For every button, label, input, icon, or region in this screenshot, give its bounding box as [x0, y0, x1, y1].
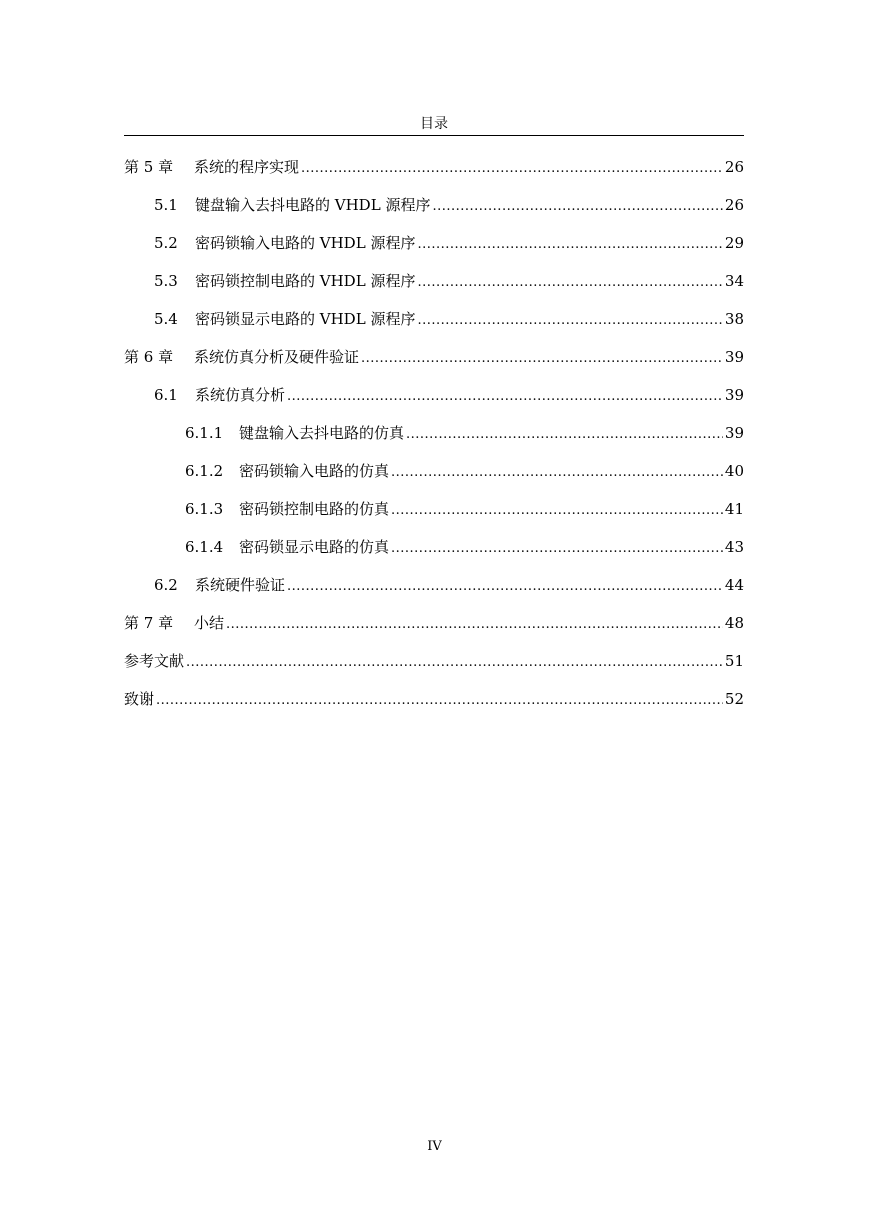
toc-entry-5-3[interactable] — [124, 262, 744, 300]
toc-entry-number: 5.4 — [154, 310, 178, 328]
toc-entry-page: 38 — [724, 310, 744, 328]
toc-entry-number: 6.1.3 — [185, 500, 224, 518]
dot-leader — [391, 461, 723, 481]
dot-leader — [301, 157, 723, 177]
toc-entry-number: 5.2 — [154, 234, 178, 252]
toc-entry-6-1-1[interactable] — [124, 414, 744, 452]
dot-leader — [391, 499, 723, 519]
dot-leader — [417, 309, 722, 329]
dot-leader — [391, 537, 723, 557]
toc-entry-title: 密码锁控制电路的 VHDL 源程序 — [195, 272, 416, 290]
toc-entry-5-1[interactable] — [124, 186, 744, 224]
dot-leader — [287, 575, 723, 595]
dot-leader — [226, 613, 723, 633]
toc-entry-5-4[interactable] — [124, 300, 744, 338]
toc-entry-title: 密码锁显示电路的仿真 — [239, 538, 390, 556]
toc-entry-number: 5.1 — [154, 196, 178, 214]
toc-entry-title: 系统仿真分析及硬件验证 — [194, 348, 360, 366]
dot-leader — [417, 271, 722, 291]
toc-entry-6-1-2[interactable] — [124, 452, 744, 490]
toc-entry-page: 39 — [724, 386, 744, 404]
toc-entry-title: 密码锁控制电路的仿真 — [239, 500, 390, 518]
dot-leader — [287, 385, 723, 405]
toc-entry-page: 48 — [724, 614, 744, 632]
toc-entry-page: 34 — [724, 272, 744, 290]
toc-entry-page: 44 — [724, 576, 744, 594]
toc-entry-6-1-4[interactable] — [124, 528, 744, 566]
toc-entry-5-2[interactable] — [124, 224, 744, 262]
dot-leader — [406, 423, 723, 443]
toc-entry-acknowledgements[interactable] — [124, 680, 744, 718]
table-of-contents — [124, 148, 744, 718]
toc-entry-page: 29 — [724, 234, 744, 252]
toc-entry-number: 6.2 — [154, 576, 178, 594]
dot-leader — [417, 233, 722, 253]
dot-leader — [186, 651, 723, 671]
toc-entry-page: 39 — [724, 348, 744, 366]
toc-entry-title: 小结 — [194, 614, 225, 632]
toc-entry-chapter-7[interactable] — [124, 604, 744, 642]
toc-entry-page: 41 — [724, 500, 744, 518]
toc-entry-number: 第 5 章 — [124, 158, 174, 176]
toc-entry-number: 5.3 — [154, 272, 178, 290]
toc-entry-title: 密码锁显示电路的 VHDL 源程序 — [195, 310, 416, 328]
toc-entry-title: 系统硬件验证 — [195, 576, 286, 594]
toc-entry-page: 40 — [724, 462, 744, 480]
toc-entry-title: 键盘输入去抖电路的 VHDL 源程序 — [195, 196, 431, 214]
toc-entry-page: 43 — [724, 538, 744, 556]
toc-entry-number: 第 7 章 — [124, 614, 174, 632]
toc-entry-number: 6.1.2 — [185, 462, 224, 480]
toc-entry-title: 系统仿真分析 — [195, 386, 286, 404]
toc-entry-chapter-5[interactable] — [124, 148, 744, 186]
toc-entry-page: 26 — [724, 196, 744, 214]
toc-entry-page: 26 — [724, 158, 744, 176]
toc-entry-page: 52 — [724, 690, 744, 708]
toc-entry-title: 键盘输入去抖电路的仿真 — [239, 424, 405, 442]
toc-entry-title: 参考文献 — [124, 652, 185, 670]
page-header: 目录 — [124, 114, 744, 136]
toc-entry-page: 39 — [724, 424, 744, 442]
dot-leader — [432, 195, 722, 215]
toc-entry-6-1[interactable] — [124, 376, 744, 414]
toc-entry-6-1-3[interactable] — [124, 490, 744, 528]
dot-leader — [361, 347, 723, 367]
toc-entry-number: 6.1 — [154, 386, 178, 404]
toc-entry-number: 6.1.1 — [185, 424, 224, 442]
dot-leader — [156, 689, 723, 709]
page-number: IV — [427, 1139, 442, 1154]
toc-entry-title: 密码锁输入电路的 VHDL 源程序 — [195, 234, 416, 252]
toc-entry-number: 第 6 章 — [124, 348, 174, 366]
toc-entry-6-2[interactable] — [124, 566, 744, 604]
toc-entry-title: 密码锁输入电路的仿真 — [239, 462, 390, 480]
toc-entry-number: 6.1.4 — [185, 538, 224, 556]
toc-entry-references[interactable] — [124, 642, 744, 680]
toc-entry-chapter-6[interactable] — [124, 338, 744, 376]
toc-entry-title: 致谢 — [124, 690, 155, 708]
toc-entry-page: 51 — [724, 652, 744, 670]
toc-entry-title: 系统的程序实现 — [194, 158, 300, 176]
